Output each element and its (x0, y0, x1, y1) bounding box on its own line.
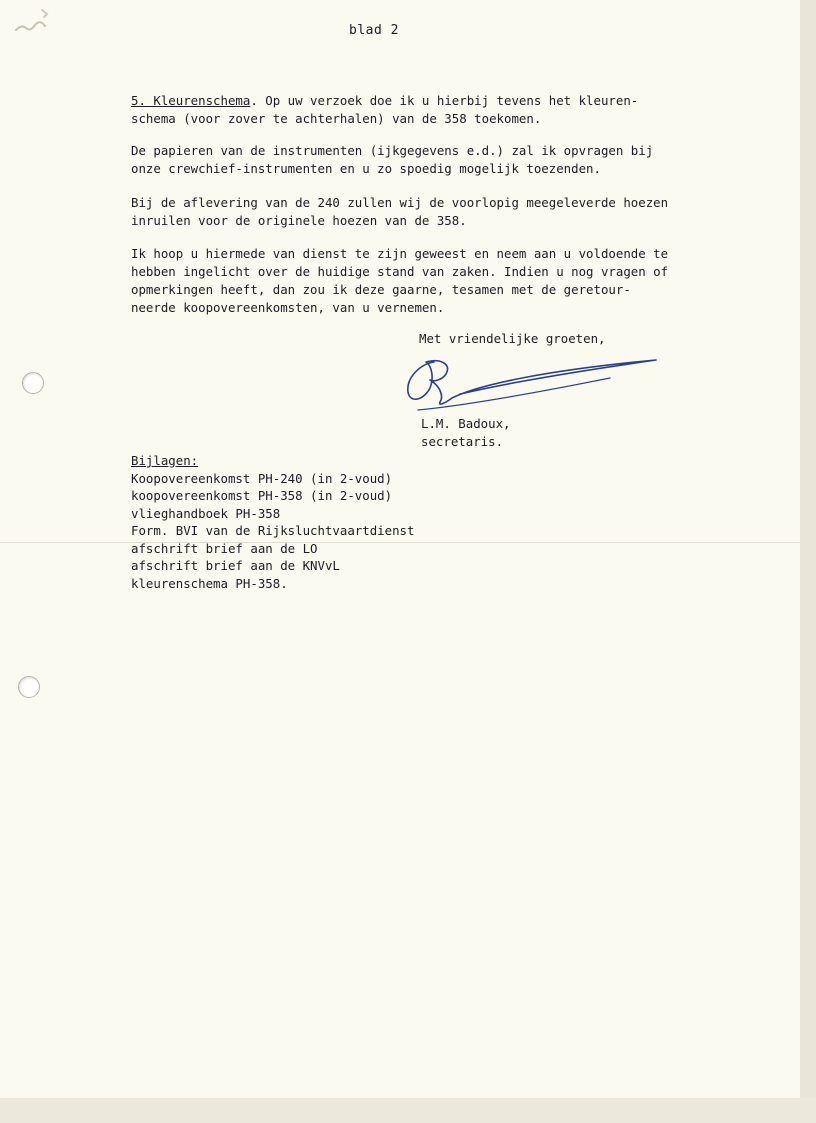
list-item: koopovereenkomst PH-358 (in 2-voud) (131, 488, 393, 503)
list-item: Koopovereenkomst PH-240 (in 2-voud) (131, 470, 393, 486)
list-item: afschrift brief aan de KNVvL (131, 558, 340, 573)
list-item: vlieghandboek PH-358 (131, 505, 281, 521)
page-number: blad 2 (349, 23, 399, 38)
list-item: kleurenschema PH-358. (131, 575, 288, 591)
signatory-name: L.M. Badoux, (421, 416, 511, 431)
signatory-block (421, 415, 511, 451)
attachments-list (131, 452, 414, 592)
closing-greeting: Met vriendelijke groeten, (419, 331, 606, 346)
paper-stain-mark (12, 4, 62, 42)
scan-background-edge (800, 0, 816, 1123)
signatory-title: secretaris. (421, 434, 504, 449)
punch-hole (18, 676, 40, 698)
list-item: Form. BVI van de Rijksluchtvaartdienst (131, 523, 415, 538)
list-item: afschrift brief aan de LO (131, 540, 318, 556)
paragraph-closing-remarks: Ik hoop u hiermede van dienst te zijn geweest en neem aan u voldoende te hebben ingelicht over de huidige stand van zaken. Indien u nog vragen of opmerkingen heeft, dan zou ik deze gaarne, tesamen met de geretour- neerde koopovereenkomsten, van u vernemen. (131, 246, 669, 315)
paragraph-text: . Op uw verzoek doe ik u hierbij tevens het kleuren- schema (voor zover te achterhalen) van de 358 toekomen. (131, 93, 639, 126)
handwritten-signature (400, 348, 670, 420)
attachments-title: Bijlagen: (131, 453, 199, 468)
paragraph-instruments: De papieren van de instrumenten (ijkgegevens e.d.) zal ik opvragen bij onze crewchief-instrumenten en u zo spoedig mogelijk toezenden. (131, 143, 654, 176)
paragraph-delivery: Bij de aflevering van de 240 zullen wij de voorlopig meegeleverde hoezen inruilen voor de originele hoezen van de 358. (131, 195, 669, 228)
paragraph-heading: 5. Kleurenschema (131, 93, 251, 108)
paper-fold-line (0, 542, 800, 543)
scan-background-edge (0, 1098, 816, 1123)
punch-hole (22, 372, 44, 394)
paragraph-kleurenschema (131, 92, 691, 128)
attachments-items (131, 470, 414, 593)
